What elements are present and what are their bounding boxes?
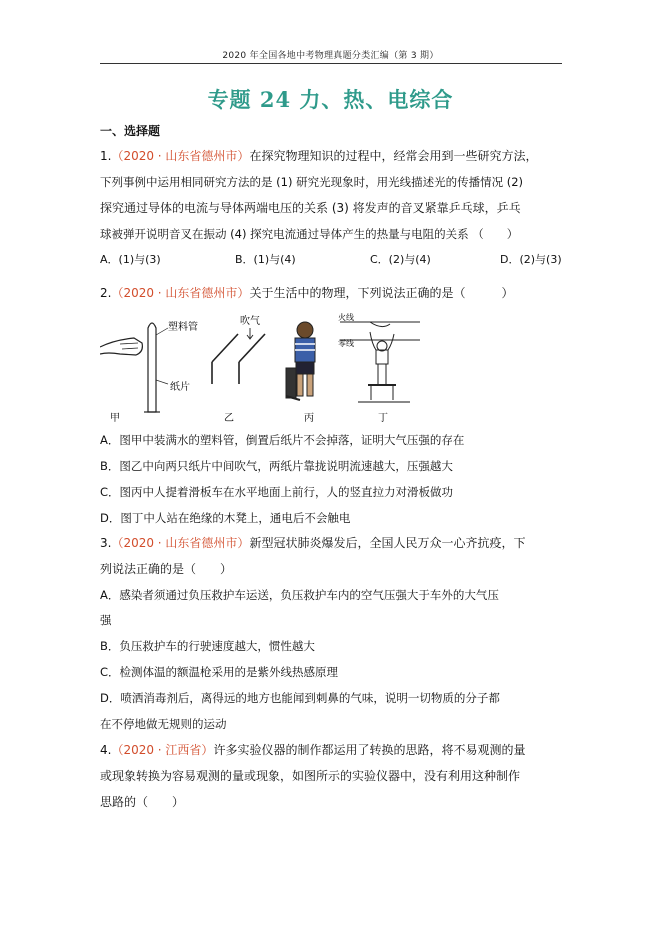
q1-line-2: 下列事例中运用相同研究方法的是 (1) 研究光现象时，用光线描述光的传播情况 (2) xyxy=(100,175,524,189)
q3-line-2: 列说法正确的是（ ） xyxy=(100,562,233,576)
figure-bing xyxy=(286,322,315,400)
q2-option-a: A．图甲中装满水的塑料管，倒置后纸片不会掉落，证明大气压强的存在 xyxy=(100,433,465,447)
figure-jia xyxy=(100,323,168,412)
q4-line-2: 或现象转换为容易观测的量或现象，如图所示的实验仪器中，没有利用这种制作 xyxy=(100,769,521,783)
figure-yi xyxy=(212,328,265,384)
q4-line-3: 思路的（ ） xyxy=(100,795,185,809)
q2-number: 2. xyxy=(100,286,112,300)
q1-option-b: B．(1)与(4) xyxy=(235,253,296,266)
q3-option-a: A．感染者须通过负压救护车运送，负压救护车内的空气压强大于车外的大气压 xyxy=(100,588,499,602)
q1-option-d: D．(2)与(3) xyxy=(500,253,562,266)
label-blow: 吹气 xyxy=(240,316,260,327)
section-heading: 一、选择题 xyxy=(100,124,161,138)
q3-source: （2020 · 山东省德州市） xyxy=(111,536,250,550)
q1-option-c: C．(2)与(4) xyxy=(370,253,431,266)
q2-figure xyxy=(100,310,430,425)
q3-option-d: D．喷洒消毒剂后，离得远的地方也能闻到刺鼻的气味，说明一切物质的分子都 xyxy=(100,691,500,705)
label-tube: 塑料管 xyxy=(168,322,198,333)
q3-option-a-cont: 强 xyxy=(100,613,112,627)
caption-jia: 甲 xyxy=(110,413,120,424)
q2-stem: 关于生活中的物理，下列说法正确的是（ ） xyxy=(249,286,514,300)
q3-line-1 xyxy=(100,535,525,551)
q4-number: 4. xyxy=(100,743,112,757)
q4-stem-line: 许多实验仪器的制作都运用了转换的思路，将不易观测的量 xyxy=(213,743,526,757)
q3-stem-line: 新型冠状肺炎爆发后，全国人民万众一心齐抗疫，下 xyxy=(249,536,526,550)
q1-stem-line: 在探究物理知识的过程中，经常会用到一些研究方法， xyxy=(249,149,538,163)
q4-line-1 xyxy=(100,742,525,758)
q2-option-c: C．图丙中人提着滑板车在水平地面上前行，人的竖直拉力对滑板做功 xyxy=(100,485,454,499)
q1-source: （2020 · 山东省德州市） xyxy=(111,149,250,163)
q2-option-d: D．图丁中人站在绝缘的木凳上，通电后不会触电 xyxy=(100,511,351,525)
label-paper: 纸片 xyxy=(170,382,190,393)
q3-option-c: C．检测体温的额温枪采用的是紫外线热感原理 xyxy=(100,665,339,679)
label-neutral-wire: 零线 xyxy=(338,339,354,348)
q2-option-b: B．图乙中向两只纸片中间吹气，两纸片靠拢说明流速越大，压强越大 xyxy=(100,459,453,473)
label-live-wire: 火线 xyxy=(338,313,354,322)
q3-option-b: B．负压救护车的行驶速度越大，惯性越大 xyxy=(100,639,315,653)
caption-yi: 乙 xyxy=(224,413,234,424)
q2-figure-illustration xyxy=(100,310,430,425)
page-title: 专题 24 力、热、电综合 xyxy=(207,87,454,112)
header-rule xyxy=(100,63,562,64)
q3-option-d-cont: 在不停地做无规则的运动 xyxy=(100,717,227,731)
q3-number: 3. xyxy=(100,536,112,550)
q2-line-1 xyxy=(100,285,513,301)
caption-bing: 丙 xyxy=(304,413,314,424)
q1-option-a: A．(1)与(3) xyxy=(100,253,161,266)
q1-line-1 xyxy=(100,148,537,164)
running-header: 2020 年全国各地中考物理真题分类汇编（第 3 期） xyxy=(222,51,439,61)
figure-ding xyxy=(340,322,420,402)
q1-line-4: 球被弹开说明音叉在振动 (4) 探究电流通过导体产生的热量与电阻的关系 （ ） xyxy=(100,227,519,241)
q1-line-3: 探究通过导体的电流与导体两端电压的关系 (3) 将发声的音叉紧靠乒乓球，乒乓 xyxy=(100,201,521,215)
caption-ding: 丁 xyxy=(378,413,388,424)
q2-source: （2020 · 山东省德州市） xyxy=(111,286,250,300)
q1-number: 1. xyxy=(100,149,112,163)
q4-source: （2020 · 江西省） xyxy=(111,743,214,757)
